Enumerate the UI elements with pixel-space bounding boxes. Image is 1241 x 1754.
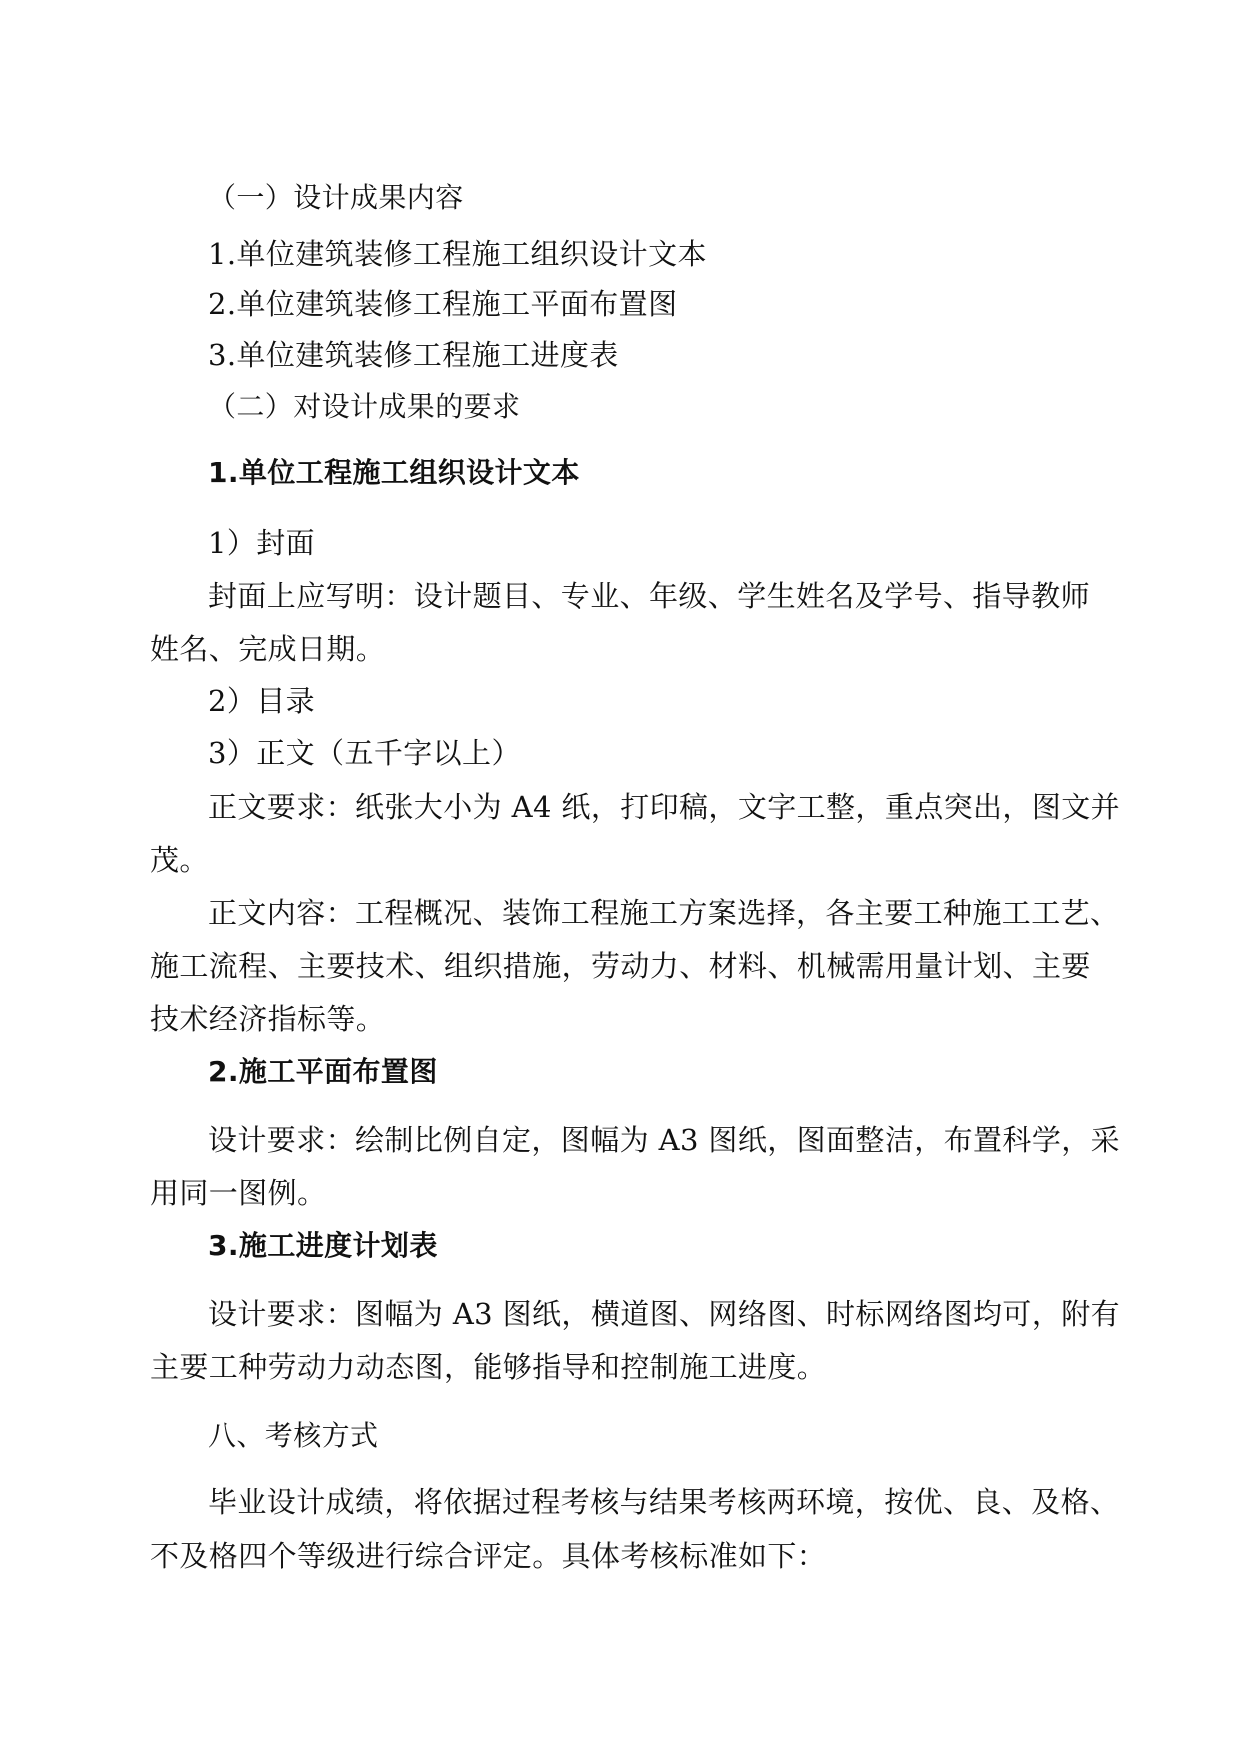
cover-label: 1）封面 <box>208 526 316 560</box>
requirement-3-title: 3.施工进度计划表 <box>208 1229 438 1262</box>
body-content-line-1: 正文内容：工程概况、装饰工程施工方案选择，各主要工种施工工艺、 <box>208 896 1120 930</box>
body-content-line-3: 技术经济指标等。 <box>150 1002 386 1036</box>
body-label: 3）正文（五千字以上） <box>208 736 521 770</box>
section-1-title: （一）设计成果内容 <box>208 181 464 214</box>
schedule-requirement-line-1: 设计要求：图幅为 A3 图纸，横道图、网络图、时标网络图均可，附有 <box>208 1297 1121 1331</box>
plan-requirement-line-1: 设计要求：绘制比例自定，图幅为 A3 图纸，图面整洁，布置科学，采 <box>208 1123 1121 1157</box>
deliverable-item-1: 1.单位建筑装修工程施工组织设计文本 <box>208 237 707 271</box>
cover-text-line-2: 姓名、完成日期。 <box>150 632 386 666</box>
requirement-1-title: 1.单位工程施工组织设计文本 <box>208 456 580 489</box>
section-8-title: 八、考核方式 <box>208 1419 379 1452</box>
deliverable-item-3: 3.单位建筑装修工程施工进度表 <box>208 338 619 372</box>
body-requirement-line-1: 正文要求：纸张大小为 A4 纸，打印稿，文字工整，重点突出，图文并 <box>208 790 1121 824</box>
body-content-line-2: 施工流程、主要技术、组织措施，劳动力、材料、机械需用量计划、主要 <box>150 949 1091 983</box>
assessment-line-2: 不及格四个等级进行综合评定。具体考核标准如下： <box>150 1539 827 1573</box>
requirement-2-title: 2.施工平面布置图 <box>208 1055 438 1088</box>
body-requirement-line-2: 茂。 <box>150 843 209 877</box>
cover-text-line-1: 封面上应写明：设计题目、专业、年级、学生姓名及学号、指导教师 <box>208 579 1091 613</box>
assessment-line-1: 毕业设计成绩，将依据过程考核与结果考核两环境，按优、良、及格、 <box>208 1485 1120 1519</box>
plan-requirement-line-2: 用同一图例。 <box>150 1176 327 1210</box>
toc-label: 2）目录 <box>208 684 316 718</box>
schedule-requirement-line-2: 主要工种劳动力动态图，能够指导和控制施工进度。 <box>150 1350 827 1384</box>
section-2-title: （二）对设计成果的要求 <box>208 390 521 423</box>
deliverable-item-2: 2.单位建筑装修工程施工平面布置图 <box>208 287 678 321</box>
